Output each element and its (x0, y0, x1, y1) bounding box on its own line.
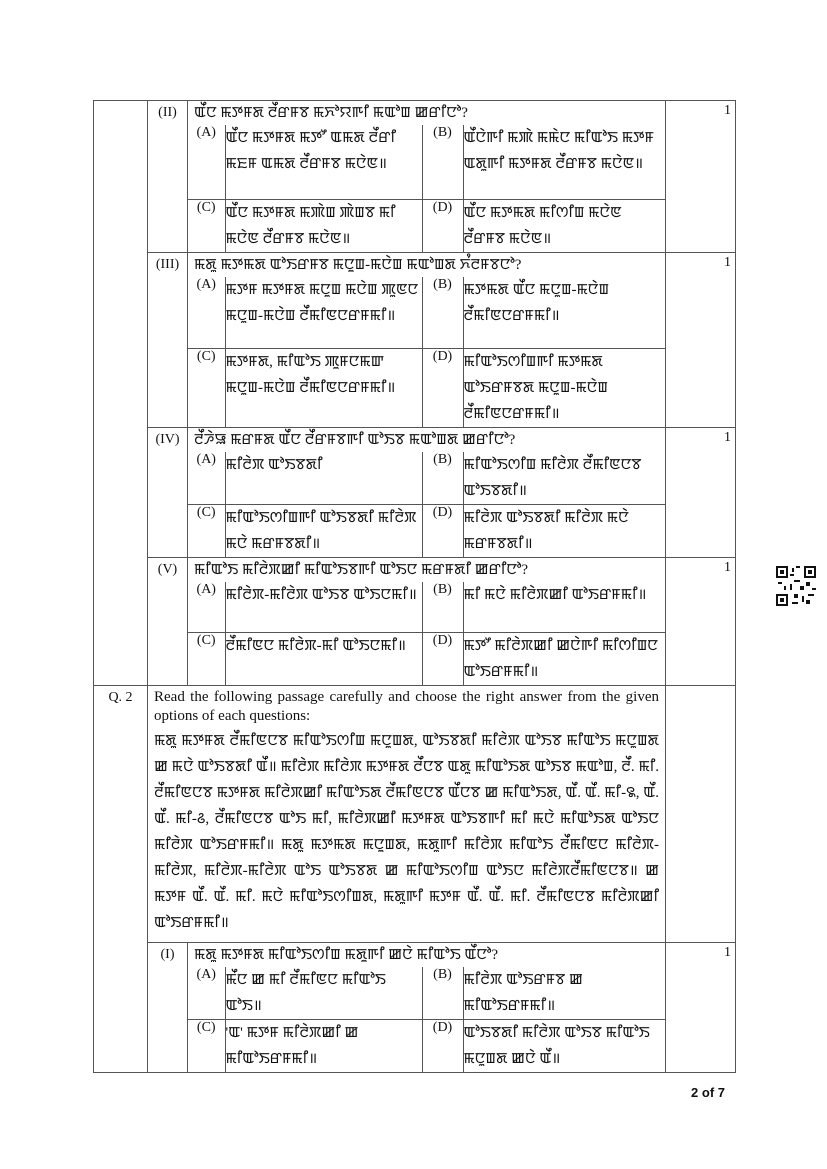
option-label: (D) (422, 199, 463, 252)
option-text: ꯑꯩꯅ ꯃꯇꯝꯗ ꯃꯄꯥꯡ ꯄꯥꯡꯕ ꯃꯤ ꯃꯅꯥꯟ ꯂꯩꯔꯝꯕ ꯃꯅꯥꯟ॥ (225, 199, 422, 252)
option-label: (A) (188, 452, 225, 505)
sub-question-body (188, 428, 666, 558)
option-text: ꯃꯤꯑꯣꯏꯁꯤꯡꯒꯤ ꯃꯇꯃꯗ ꯑꯣꯏꯔꯝꯕꯗ ꯃꯅꯨꯡ-ꯃꯅꯥꯡ ꯂꯩꯃꯤꯟꯅꯔꯝꯃꯤ॥ (463, 349, 665, 428)
option-label: (A) (188, 582, 225, 632)
sub-question-number: (IV) (148, 428, 188, 558)
marks: 1 (666, 252, 736, 428)
page-number: 2 of 7 (691, 1085, 725, 1100)
option-text: ꯂꯩꯃꯤꯟꯅ ꯃꯤꯂꯥꯞ-ꯃꯤ ꯑꯣꯏꯅꯃꯤ॥ (225, 632, 422, 685)
options-grid (188, 277, 665, 428)
option-text: ꯃꯇꯧ ꯃꯤꯂꯥꯞꯀꯤ ꯀꯅꯥꯒꯤ ꯃꯤꯁꯤꯡꯅ ꯑꯣꯏꯔꯝꯃꯤ॥ (463, 632, 665, 685)
option-label: (D) (422, 1019, 463, 1072)
sub-question-number: (II) (148, 101, 188, 253)
option-text: ꯃꯤ ꯃꯅꯥ ꯃꯤꯂꯥꯞꯀꯤ ꯑꯣꯏꯔꯝꯃꯤ॥ (463, 582, 665, 632)
sub-question-body (188, 558, 666, 686)
option-text: ꯃꯇꯝꯗ, ꯃꯤꯑꯣꯏ ꯄꯨꯝꯅꯃꯛ ꯃꯅꯨꯡ-ꯃꯅꯥꯡ ꯂꯩꯃꯤꯟꯅꯔꯝꯃꯤ॥ (225, 349, 422, 428)
option-text: ꯃꯤꯑꯣꯏꯁꯤꯡꯒꯤ ꯑꯣꯏꯕꯗꯤ ꯃꯤꯂꯥꯞ ꯃꯅꯥ ꯃꯔꯝꯕꯗꯤ॥ (225, 505, 422, 558)
marks: 1 (666, 558, 736, 686)
option-label: (C) (188, 505, 225, 558)
option-text: ꯃꯩꯅ ꯀ ꯃꯤ ꯂꯩꯃꯤꯟꯅ ꯃꯤꯑꯣꯏ ꯑꯣꯏ॥ (225, 967, 422, 1020)
sub-question-body (188, 252, 666, 428)
option-label: (B) (422, 452, 463, 505)
option-text: ꯃꯤꯂꯥꯞ ꯑꯣꯏꯔꯝꯕ ꯀ ꯃꯤꯑꯣꯏꯔꯝꯃꯤ॥ (463, 967, 665, 1020)
marks-empty (666, 685, 736, 942)
option-label: (C) (188, 632, 225, 685)
option-text: ꯃꯤꯂꯥꯞ ꯑꯣꯏꯕꯗꯤ (225, 452, 422, 505)
option-text: ꯑꯣꯏꯕꯗꯤ ꯃꯤꯂꯥꯞ ꯑꯣꯏꯕ ꯃꯤꯑꯣꯏ ꯃꯅꯨꯡꯗ ꯀꯅꯥ ꯑꯩ॥ (463, 1019, 665, 1072)
option-text: ꯃꯇꯝ ꯃꯇꯝꯗ ꯃꯅꯨꯡ ꯃꯅꯥꯡ ꯄꯨꯟꯅ ꯃꯅꯨꯡ-ꯃꯅꯥꯡ ꯂꯩꯃꯤꯟꯅꯔꯝꯃꯤ॥ (225, 277, 422, 349)
passage-cell (148, 685, 666, 942)
question-row-1-V (94, 558, 736, 686)
option-label: (B) (422, 582, 463, 632)
question-row-1-II (94, 101, 736, 253)
option-label: (D) (422, 505, 463, 558)
sub-question-body (188, 101, 666, 253)
options-grid (188, 452, 665, 557)
option-text: ꯃꯤꯂꯥꯞ ꯑꯣꯏꯕꯗꯤ ꯃꯤꯂꯥꯞ ꯃꯅꯥ ꯃꯔꯝꯕꯗꯤ॥ (463, 505, 665, 558)
option-label: (A) (188, 125, 225, 199)
question-stem: ꯃꯤꯑꯣꯏ ꯃꯤꯂꯥꯞꯀꯤ ꯃꯤꯑꯣꯏꯕꯒꯤ ꯑꯣꯏꯅ ꯃꯔꯝꯗꯤ ꯀꯔꯤꯅꯣ? (194, 562, 529, 578)
qr-code (776, 566, 816, 606)
option-label: (A) (188, 277, 225, 349)
question-row-1-III (94, 252, 736, 428)
marks: 1 (666, 942, 736, 1072)
option-text: ꯃꯇꯃꯗ ꯑꯩꯅ ꯃꯅꯨꯡ-ꯃꯅꯥꯡ ꯂꯩꯃꯤꯟꯅꯔꯝꯃꯤ॥ (463, 277, 665, 349)
sub-question-number: (I) (148, 942, 188, 1072)
question-table (93, 100, 736, 1073)
question-stem: ꯃꯗꯨ ꯃꯇꯝꯗ ꯃꯤꯑꯣꯏꯁꯤꯡ ꯃꯗꯨꯒꯤ ꯀꯅꯥ ꯃꯤꯑꯣꯏ ꯑꯩꯅꯣ? (194, 946, 499, 963)
option-label: (C) (188, 349, 225, 428)
question-stem: ꯂꯩꯍꯥꯎ ꯃꯔꯝꯗ ꯑꯩꯅ ꯂꯩꯔꯝꯕꯒꯤ ꯑꯣꯏꯕ ꯃꯑꯣꯡꯗ ꯀꯔꯤꯅꯣ? (194, 432, 516, 448)
marks: 1 (666, 101, 736, 253)
option-text: ꯃꯤꯑꯣꯏꯁꯤꯡ ꯃꯤꯂꯥꯞ ꯂꯩꯃꯤꯟꯅꯕ ꯑꯣꯏꯕꯗꯤ॥ (463, 452, 665, 505)
option-text: ꯑꯩꯅ ꯃꯇꯃꯗ ꯃꯤꯁꯤꯡ ꯃꯅꯥꯟ ꯂꯩꯔꯝꯕ ꯃꯅꯥꯟ॥ (463, 199, 665, 252)
sub-question-number: (III) (148, 252, 188, 428)
option-text: ꯑꯩꯅ ꯃꯇꯝꯗ ꯃꯇꯧ ꯑꯃꯗ ꯂꯩꯔꯤ ꯃꯐꯝ ꯑꯃꯗ ꯂꯩꯔꯝꯕ ꯃꯅꯥꯟ॥ (225, 125, 422, 199)
option-label: (B) (422, 967, 463, 1020)
question-row-2 (94, 685, 736, 942)
option-text: ꯑꯩꯅꯥꯒꯤ ꯃꯄꯥ ꯃꯃꯥꯅ ꯃꯤꯑꯣꯏ ꯃꯇꯝ ꯑꯗꯨꯒꯤ ꯃꯇꯝꯗ ꯂꯩꯔꯝꯕ ꯃꯅꯥꯟ॥ (463, 125, 665, 199)
question-number: Q. 2 (94, 685, 148, 1072)
question-stem: ꯑꯩꯅ ꯃꯇꯝꯗ ꯂꯩꯔꯝꯕ ꯃꯈꯣꯌꯒꯤ ꯃꯑꯣꯡ ꯀꯔꯤꯅꯣ? (194, 105, 468, 121)
option-text: ꯃꯤꯂꯥꯞ-ꯃꯤꯂꯥꯞ ꯑꯣꯏꯕ ꯑꯣꯏꯅꯃꯤ॥ (225, 582, 422, 632)
option-label: (B) (422, 277, 463, 349)
option-label: (B) (422, 125, 463, 199)
option-label: (D) (422, 349, 463, 428)
option-label: (C) (188, 1019, 225, 1072)
q1-number-cell (94, 101, 148, 686)
passage-instruction: Read the following passage carefully and choose the right answer from the given options of each questions: (154, 688, 659, 724)
question-row-1-IV (94, 428, 736, 558)
question-stem: ꯃꯗꯨ ꯃꯇꯃꯗ ꯑꯣꯏꯔꯝꯕ ꯃꯅꯨꯡ-ꯃꯅꯥꯡ ꯃꯑꯣꯡꯗ ꯈꯪꯂꯝꯕꯅꯣ? (194, 256, 522, 273)
option-label: (D) (422, 632, 463, 685)
sub-question-number: (V) (148, 558, 188, 686)
passage-text: ꯃꯗꯨ ꯃꯇꯝꯗ ꯂꯩꯃꯤꯟꯅꯕ ꯃꯤꯑꯣꯏꯁꯤꯡ ꯃꯅꯨꯡꯗ, ꯑꯣꯏꯕꯗꯤ ꯃꯤꯂꯥꯞ ꯑꯣꯏꯕ ꯃꯤꯑꯣꯏ ꯃꯅꯨꯡꯗ ꯀ ꯃꯅꯥ ꯑꯣꯏꯕꯗꯤ ꯑꯩ॥ ꯃꯤꯂꯥꯞ ꯃꯤꯂꯥꯞ ꯃꯇꯝꯗ ꯂꯩꯅꯕ ꯑꯗꯨ ꯃꯤꯑꯣꯏꯗ ꯑꯣꯏꯕ ꯃꯑꯣꯡ, ꯂꯩ. ꯃꯤ. ꯂꯩꯃꯤꯟꯅꯕ ꯃꯇꯝꯗ ꯃꯤꯂꯥꯞꯀꯤ ꯃꯤꯑꯣꯏꯗ ꯂꯩꯃꯤꯟꯅꯕ ꯑꯩꯅꯕ ꯀ ꯃꯤꯑꯣꯏꯗ, ꯑꯩ. ꯑꯩ. ꯃꯤ-꯲, ꯑꯩ. ꯑꯩ. ꯃꯤ-꯴, ꯂꯩꯃꯤꯟꯅꯕ ꯑꯣꯏ ꯃꯤ, ꯃꯤꯂꯥꯞꯀꯤ ꯃꯇꯝꯗ ꯑꯣꯏꯕꯒꯤ ꯃꯤ ꯃꯅꯥ ꯃꯤꯑꯣꯏꯗ ꯑꯣꯏꯅ ꯃꯤꯂꯥꯞ ꯑꯣꯏꯔꯝꯃꯤ॥ ꯃꯗꯨ ꯃꯇꯃꯗ ꯃꯅꯨꯡꯗ, ꯃꯗꯨꯒꯤ ꯃꯤꯂꯥꯞ ꯃꯤꯑꯣꯏ ꯂꯩꯃꯤꯟꯅ ꯃꯤꯂꯥꯞ-ꯃꯤꯂꯥꯞ, ꯃꯤꯂꯥꯞ-ꯃꯤꯂꯥꯞ ꯑꯣꯏ ꯑꯣꯏꯕꯗ ꯀ ꯃꯤꯑꯣꯏꯁꯤꯡ ꯑꯣꯏꯅ ꯃꯤꯂꯥꯞꯂꯩꯃꯤꯟꯅꯕ॥ ꯀ ꯃꯇꯝ ꯑꯩ. ꯑꯩ. ꯃꯤ. ꯃꯅꯥ ꯃꯤꯑꯣꯏꯁꯤꯡꯗ, ꯃꯗꯨꯒꯤ ꯃꯇꯝ ꯑꯩ. ꯑꯩ. ꯃꯤ. ꯂꯩꯃꯤꯟꯅꯕ ꯃꯤꯂꯥꯞꯀꯤ ꯑꯣꯏꯔꯝꯃꯤ॥ (154, 732, 659, 931)
question-row-2-I (94, 942, 736, 1072)
options-grid (188, 125, 665, 252)
sub-question-body (188, 942, 666, 1072)
options-grid (188, 967, 665, 1072)
option-label: (A) (188, 967, 225, 1020)
option-text: 'ꯑ' ꯃꯇꯝ ꯃꯤꯂꯥꯞꯀꯤ ꯀ ꯃꯤꯑꯣꯏꯔꯝꯃꯤ॥ (225, 1019, 422, 1072)
marks: 1 (666, 428, 736, 558)
options-grid (188, 582, 665, 685)
option-label: (C) (188, 199, 225, 252)
